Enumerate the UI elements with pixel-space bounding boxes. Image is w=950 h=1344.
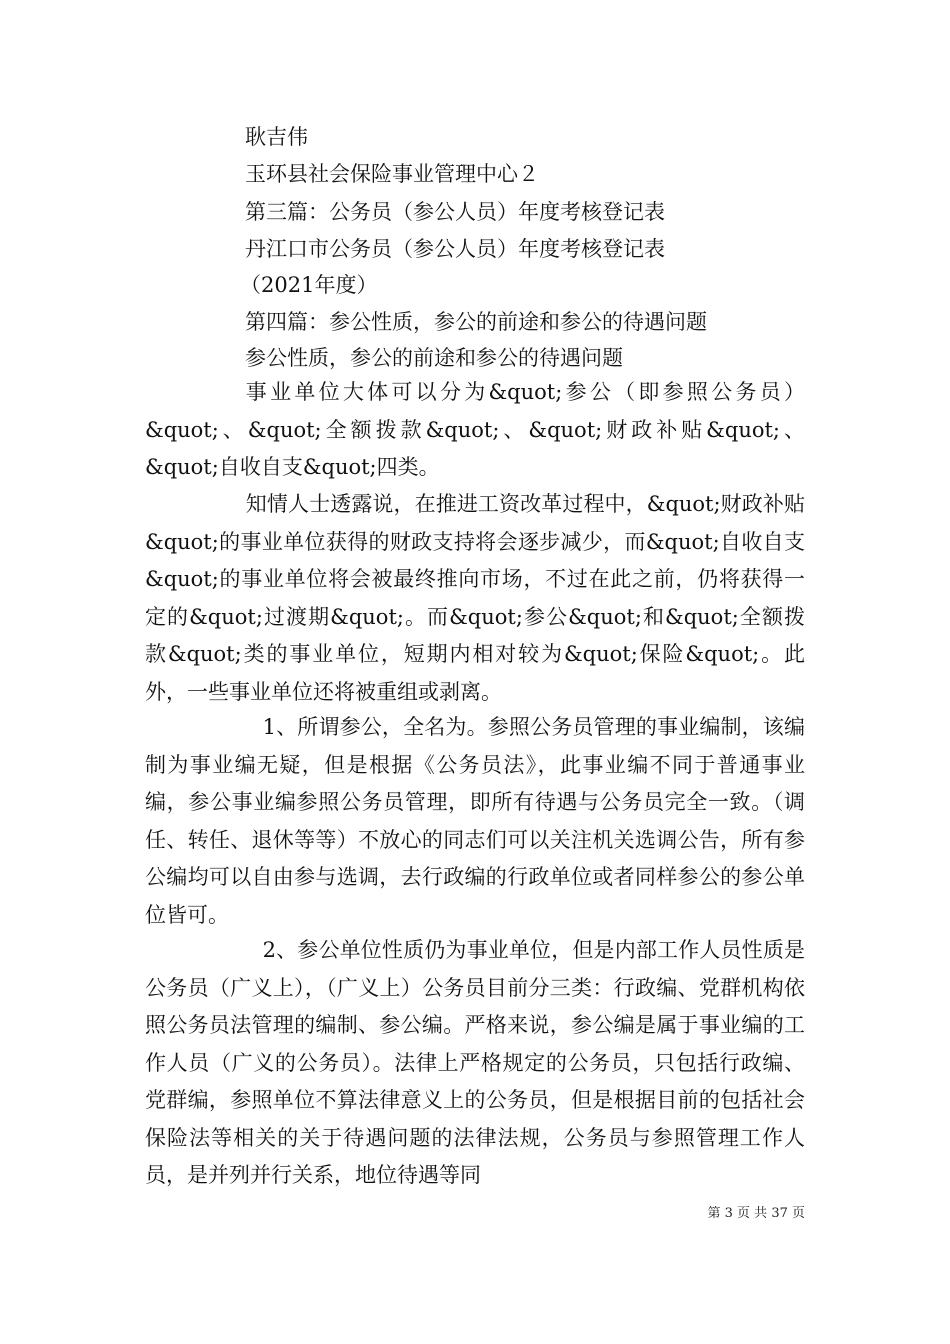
paragraph-point-2: 2、参公单位性质仍为事业单位，但是内部工作人员性质是公务员（广义上），（广义上）公务员目前分三类：行政编、党群机构依照公务员法管理的编制、参公编。严格来说，参公编是属于事业编的工作人员（广义的公务员）。法律上严格规定的公务员，只包括行政编、党群编，参照单位不算法律意义上的公务员，但是根据目前的包括社会保险法等相关的关于待遇问题的法律法规，公务员与参照管理工作人员，是并列并行关系，地位待遇等同 (145, 938, 805, 1187)
form-title: 丹江口市公务员（参公人员）年度考核登记表 (245, 237, 665, 261)
section-title-3: 第三篇：公务员（参公人员）年度考核登记表 (245, 200, 665, 224)
author-name: 耿吉伟 (245, 125, 308, 149)
paragraph-insider: 知情人士透露说，在推进工资改革过程中，&quot;财政补贴&quot;的事业单位获得的财政支持将会逐步减少，而&quot;自收自支&quot;的事业单位将会被最终推向市场，不过在此之前，仍将获得一定的&quot;过渡期&quot;。而&quot;参公&quot;和&quot;全额拨款&quot;类的事业单位，短期内相对较为&quot;保险&quot;。此外，一些事业单位还将被重组或剥离。 (145, 492, 805, 704)
year-label: （2021年度） (240, 273, 378, 297)
section-title-4: 第四篇：参公性质，参公的前途和参公的待遇问题 (245, 310, 707, 334)
page-number: 第 3 页 共 37 页 (707, 1206, 805, 1221)
paragraph-categories: 事业单位大体可以分为&quot;参公（即参照公务员）&quot;、&quot;全额拨款&quot;、&quot;财政补贴&quot;、&quot;自收自支&quot;四类。 (145, 380, 805, 479)
organization-line: 玉环县社会保险事业管理中心２ (245, 162, 539, 186)
paragraph-point-1: 1、所谓参公，全名为。参照公务员管理的事业编制，该编制为事业编无疑，但是根据《公务员法》，此事业编不同于普通事业编，参公事业编参照公务员管理，即所有待遇与公务员完全一致。（调任、转任、退休等等）不放心的同志们可以关注机关选调公告，所有参公编均可以自由参与选调，去行政编的行政单位或者同样参公的参公单位皆可。 (145, 715, 805, 927)
article-title: 参公性质，参公的前途和参公的待遇问题 (245, 346, 623, 370)
